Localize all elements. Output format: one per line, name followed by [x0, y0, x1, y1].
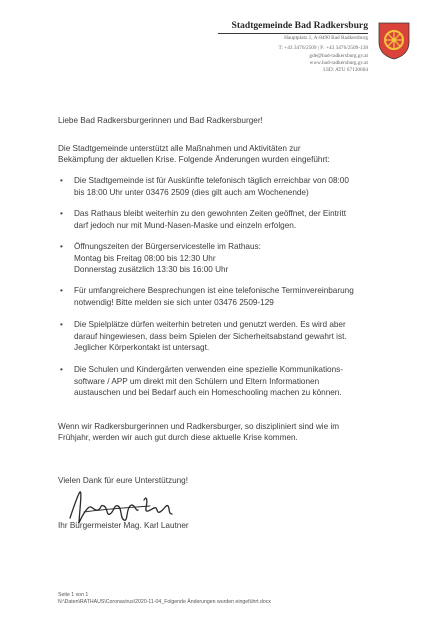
page-number: Seite 1 von 1: [58, 592, 89, 598]
address-line: Hauptplatz 1, A-8490 Bad Radkersburg: [284, 35, 368, 41]
list-item-text: Die Schulen und Kindergärten verwenden eine spezielle Kommunikations-: [74, 365, 343, 374]
list-item-text: darauf hingewiesen, dass beim Spielen der Sicherheitsabstand gewahrt ist.: [74, 331, 347, 341]
greeting: Liebe Bad Radkersburgerinnen und Bad Radkersburger!: [58, 116, 263, 125]
header-divider: [218, 33, 368, 34]
list-item-text: darf jedoch nur mit Mund-Nasen-Maske und einzeln erfolgen.: [74, 220, 297, 230]
file-path: N:\Daten\RATHAUS\Coronavirus\2020-11-04_Folgende Änderungen wurden eingeführt.docx: [58, 599, 271, 605]
email-line: gde@bad-radkersburg.gv.at: [309, 52, 368, 59]
bullet-icon: •: [60, 320, 63, 329]
list-item: [58, 175, 398, 198]
bullet-icon: •: [60, 286, 63, 295]
signoff-line: Ihr Bürgermeister Mag. Karl Lautner: [58, 521, 189, 530]
list-item-text: Die Spielplätze dürfen weiterhin betreten und genutzt werden. Es wird aber: [74, 320, 346, 329]
list-item-text: austauschen und bei Bedarf auch ein Homeschooling machen zu können.: [74, 388, 342, 397]
list-item-text: Das Rathaus bleibt weiterhin zu den gewohnten Zeiten geöffnet, der Eintritt: [74, 209, 347, 218]
bullet-icon: •: [60, 209, 63, 218]
letterhead: [232, 20, 368, 74]
list-item-text: Montag bis Freitag 08:00 bis 12:30 Uhr: [74, 253, 216, 263]
list-item-text: Die Stadtgemeinde ist für Auskünfte telefonisch täglich erreichbar von 08:00: [74, 176, 349, 185]
list-item-text: Öffnungszeiten der Bürgerservicestelle im Rathaus:: [74, 242, 261, 251]
bullet-icon: •: [60, 365, 63, 374]
coat-of-arms-icon: [378, 22, 410, 60]
list-item: [58, 285, 398, 308]
list-item-text: Für umfangreichere Besprechungen ist eine telefonische Terminvereinbarung: [74, 286, 354, 295]
list-item: [58, 208, 398, 231]
list-item: [58, 319, 398, 354]
list-item: [58, 364, 398, 399]
list-item-text: bis 18:00 Uhr unter 03476 2509 (dies gilt auch am Wochenende): [74, 187, 309, 197]
intro-line-2: Bekämpfung der aktuellen Krise. Folgende Änderungen wurden eingeführt:: [58, 155, 330, 164]
bullet-icon: •: [60, 242, 63, 251]
list-item-text: software / APP um direkt mit den Schülern und Eltern Informationen: [74, 376, 320, 386]
list-item-text: Donnerstag zusätzlich 13:30 bis 16:00 Uhr: [74, 265, 229, 274]
closing-line-2: Frühjahr, werden wir auch gut durch diese aktuelle Krise kommen.: [58, 433, 298, 442]
list-item-text: notwendig! Bitte melden sie sich unter 03476 2509-129: [74, 297, 274, 307]
bullet-icon: •: [60, 176, 63, 185]
municipality-name: Stadtgemeinde Bad Radkersburg: [231, 20, 368, 31]
uid-line: UID: ATU 67130604: [323, 67, 368, 74]
list-item: [58, 241, 398, 276]
thanks-line: Vielen Dank für eure Unterstützung!: [58, 476, 189, 485]
list-item-text: Jeglicher Körperkontakt ist untersagt.: [74, 343, 210, 352]
website-line: www.bad-radkersburg.gv.at: [309, 59, 368, 66]
intro-line-1: Die Stadtgemeinde unterstützt alle Maßnahmen und Aktivitäten zur: [58, 144, 301, 153]
closing-line-1: Wenn wir Radkersburgerinnen und Radkersburger, so diszipliniert sind wie im: [58, 422, 340, 431]
phone-line: T: +43 3476/2509 | F: +43 3476/2509-138: [278, 45, 368, 52]
